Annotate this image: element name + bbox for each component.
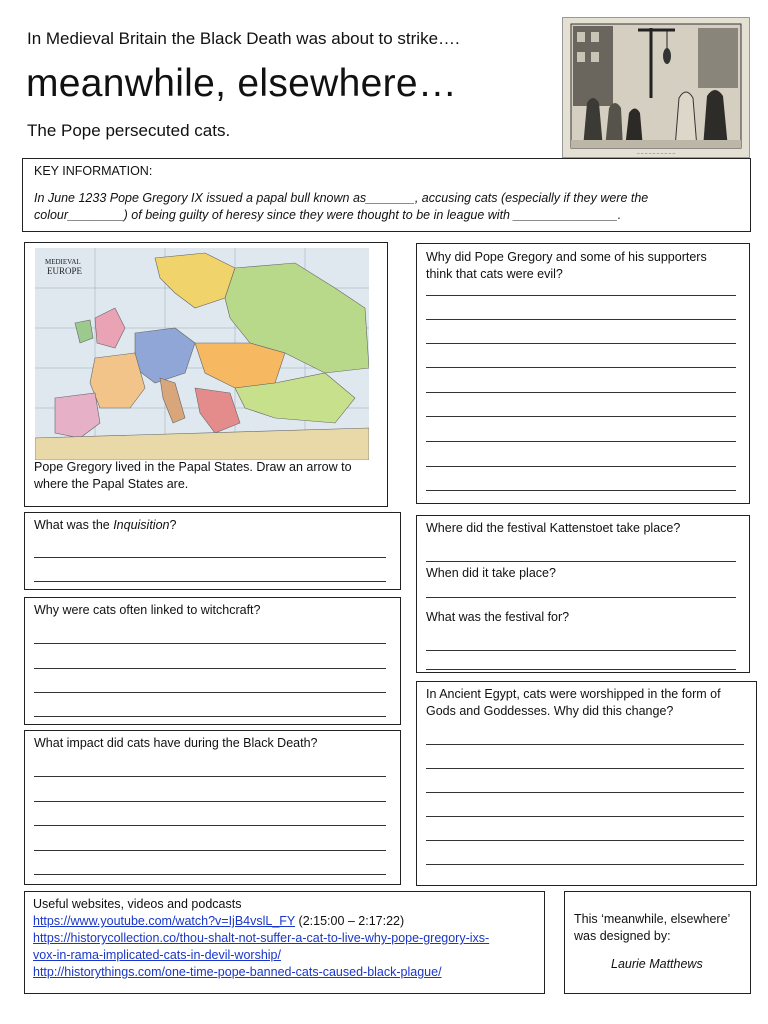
key-information-box: [22, 158, 751, 232]
historythings-link[interactable]: http://historythings.com/one-time-pope-banned-cats-caused-black-plague/: [33, 965, 442, 979]
answer-line[interactable]: [426, 319, 736, 320]
resources-box: [24, 891, 545, 994]
resources-heading: Useful websites, videos and podcasts: [33, 897, 242, 911]
resources-row-1: [33, 913, 404, 930]
question-inquisition: [34, 517, 176, 534]
credit-line2: was designed by:: [574, 929, 671, 943]
question-inquisition-term: Inquisition: [113, 518, 170, 532]
answer-line[interactable]: [426, 744, 744, 745]
map-title-line2: EUROPE: [47, 266, 83, 276]
answer-line[interactable]: [426, 295, 736, 296]
historycollection-link-continued[interactable]: vox-in-rama-implicated-cats-in-devil-worship/: [33, 948, 281, 962]
question-egypt-line2: Gods and Goddesses. Why did this change?: [426, 704, 674, 718]
key-information-text-line2: colour________) of being guilty of heresy since they were thought to be in league with _______________.: [34, 208, 622, 222]
answer-line[interactable]: [426, 597, 736, 598]
answer-line[interactable]: [426, 343, 736, 344]
answer-line[interactable]: [34, 692, 386, 693]
answer-line[interactable]: [34, 874, 386, 875]
question-cats-evil-line1: Why did Pope Gregory and some of his supporters: [426, 250, 707, 264]
key-information-text-line1: In June 1233 Pope Gregory IX issued a papal bull known as_______, accusing cats (especially if they were the: [34, 191, 649, 205]
question-box-inquisition: [24, 512, 401, 590]
question-egypt-line1: In Ancient Egypt, cats were worshipped in the form of: [426, 687, 721, 701]
question-box-witchcraft: [24, 597, 401, 725]
resources-row-3: [33, 947, 281, 964]
question-festival-for: What was the festival for?: [426, 610, 570, 624]
question-festival-where: Where did the festival Kattenstoet take place?: [426, 521, 681, 535]
answer-line[interactable]: [426, 864, 744, 865]
map-caption-line2: where the Papal States are.: [34, 477, 189, 491]
page-subtitle: The Pope persecuted cats.: [27, 121, 231, 140]
resources-row-2: [33, 930, 489, 947]
question-box-cats-evil: [416, 243, 750, 504]
answer-line[interactable]: [426, 466, 736, 467]
youtube-link-timestamp: (2:15:00 – 2:17:22): [295, 914, 405, 928]
answer-line[interactable]: [426, 816, 744, 817]
intro-text: In Medieval Britain the Black Death was about to strike….: [27, 29, 460, 48]
answer-line[interactable]: [34, 716, 386, 717]
map-box: [24, 242, 388, 507]
answer-line[interactable]: [34, 776, 386, 777]
answer-line[interactable]: [426, 561, 736, 562]
question-black-death: What impact did cats have during the Black Death?: [34, 736, 318, 750]
question-cats-evil-line2: think that cats were evil?: [426, 267, 563, 281]
answer-line[interactable]: [34, 581, 386, 582]
credit-line1: This ‘meanwhile, elsewhere’: [574, 912, 731, 926]
question-inquisition-prefix: What was the: [34, 518, 114, 532]
credit-box: [564, 891, 751, 994]
answer-line[interactable]: [34, 825, 386, 826]
page-title: meanwhile, elsewhere…: [26, 62, 458, 105]
answer-line[interactable]: [426, 441, 736, 442]
engraving-image: [562, 17, 750, 158]
answer-line[interactable]: [426, 669, 736, 670]
answer-line[interactable]: [426, 392, 736, 393]
answer-line[interactable]: [426, 768, 744, 769]
question-box-black-death: [24, 730, 401, 885]
answer-line[interactable]: [34, 850, 386, 851]
question-inquisition-suffix: ?: [169, 518, 177, 532]
historycollection-link[interactable]: https://historycollection.co/thou-shalt-not-suffer-a-cat-to-live-why-pope-gregory-ixs-: [33, 931, 490, 945]
answer-line[interactable]: [34, 668, 386, 669]
youtube-link[interactable]: https://www.youtube.com/watch?v=IjB4vslL_FY: [33, 914, 296, 928]
map-caption-line1: Pope Gregory lived in the Papal States. Draw an arrow to: [34, 460, 352, 474]
key-information-heading: KEY INFORMATION:: [34, 164, 153, 178]
answer-line[interactable]: [34, 643, 386, 644]
question-festival-when: When did it take place?: [426, 566, 556, 580]
answer-line[interactable]: [34, 557, 386, 558]
answer-line[interactable]: [34, 801, 386, 802]
question-box-kattenstoet: [416, 515, 750, 673]
svg-text:~ ~ ~ ~ ~ ~ ~ ~ ~ ~: ~ ~ ~ ~ ~ ~ ~ ~ ~ ~: [636, 152, 676, 157]
map-title-line1: MEDIEVAL: [45, 258, 81, 266]
resources-row-4: [33, 964, 442, 981]
answer-line[interactable]: [426, 367, 736, 368]
question-witchcraft: Why were cats often linked to witchcraft?: [34, 603, 261, 617]
answer-line[interactable]: [426, 650, 736, 651]
question-box-egypt: [416, 681, 757, 886]
europe-map: [35, 248, 369, 460]
answer-line[interactable]: [426, 416, 736, 417]
answer-line[interactable]: [426, 840, 744, 841]
answer-line[interactable]: [426, 490, 736, 491]
answer-line[interactable]: [426, 792, 744, 793]
credit-author: Laurie Matthews: [611, 957, 703, 971]
